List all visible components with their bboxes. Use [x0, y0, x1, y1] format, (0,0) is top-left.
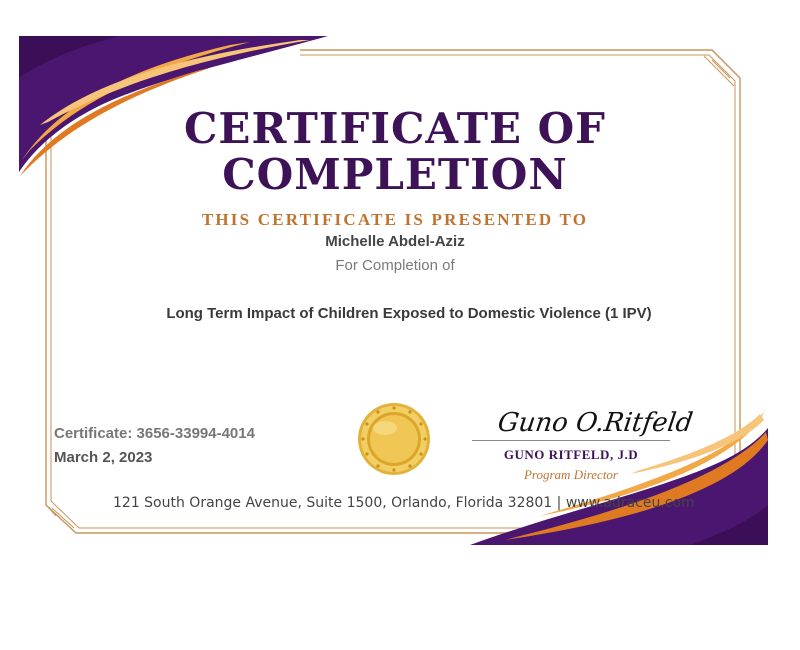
- gold-seal-icon: [358, 403, 430, 475]
- presented-to-label: THIS CERTIFICATE IS PRESENTED TO: [201, 210, 589, 229]
- director-signature: Guno O.Ritfeld: [495, 408, 695, 438]
- certificate-title-line2: COMPLETION: [222, 150, 568, 199]
- certificate-date: March 2, 2023: [54, 449, 153, 466]
- for-completion-label: For Completion of: [335, 257, 455, 274]
- signature-line: [472, 440, 670, 441]
- course-title: Long Term Impact of Children Exposed to Domestic Violence (1 IPV): [166, 305, 652, 322]
- recipient-name: Michelle Abdel-Aziz: [325, 233, 465, 250]
- certificate-title-line1: CERTIFICATE OF: [184, 104, 606, 153]
- certificate-number: Certificate: 3656-33994-4014: [54, 425, 255, 442]
- director-role: Program Director: [523, 467, 618, 482]
- footer-address: 121 South Orange Avenue, Suite 1500, Orlando, Florida 32801 | www.adraceu.com: [113, 495, 695, 511]
- director-name: GUNO RITFELD, J.D: [503, 447, 639, 462]
